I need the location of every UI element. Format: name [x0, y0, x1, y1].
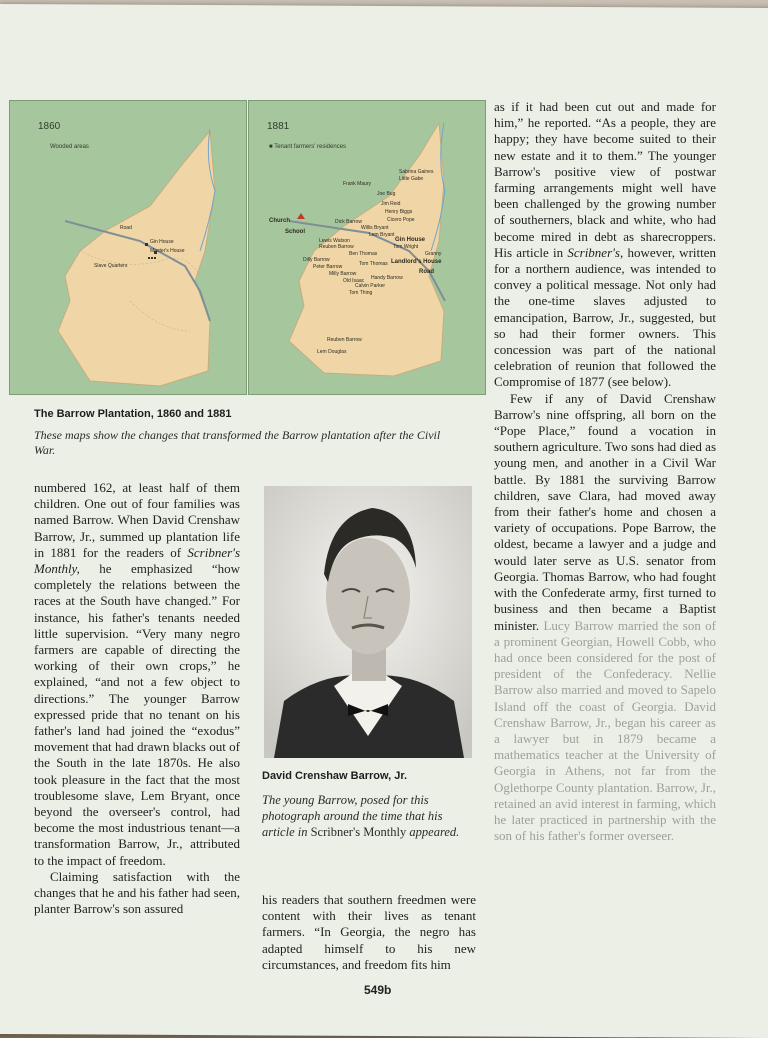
text-run: he emphasized “how completely the relations between the races at the South have changed.” For instance, his father's tenants needed little supervision. “Very many negro farmers are capable of directing the working of their own crops,” he explained, “and not a few object to directions.” The younger Barrow expressed pride that no tenant on his father's land had joined the “exodus” movement that had drawn blacks out of the South in the late 1870s. He also took pleasure in the fact that the most troublesome slave, Lem Bryant, once beyond the overseer's control, had become the most industrious tenant—a transformation Barrow, Jr., attributed to the impact of freedom. — [34, 561, 240, 868]
legend-text: Tenant farmers' residences — [274, 144, 347, 150]
text-column-left — [34, 480, 240, 917]
map-label-resident: Lem Bryant — [369, 232, 395, 238]
map-label-resident: Frank Maury — [343, 181, 372, 187]
text-run-italic: The young Barrow, posed for this photograph around the time that his article in — [262, 793, 443, 839]
text-run: numbered 162, at least half of them children. One out of four families was named Barrow. When David Crenshaw Barrow, Jr., summed up plantation life in 1881 for the readers of — [34, 480, 240, 560]
maps-caption-text: These maps show the changes that transformed the Barrow plantation after the Civil War. — [34, 428, 441, 457]
map-label-school: School — [285, 229, 306, 235]
map-year-label: 1881 — [267, 121, 290, 132]
map-label-church: Church — [269, 218, 290, 224]
text-run: Scribner's Monthly — [310, 825, 407, 839]
photo-caption-text — [262, 792, 472, 840]
paragraph — [34, 480, 240, 869]
map-label-resident: Sabrina Gaines — [399, 169, 434, 175]
map-label-resident: Tom Thing — [349, 290, 373, 296]
page-number: 549b — [364, 983, 392, 997]
map-label-road: Road — [120, 225, 132, 231]
map-1860 — [9, 100, 247, 395]
map-label-resident: Handy Barrow — [371, 275, 403, 281]
map-label-resident: Willis Bryant — [361, 225, 389, 231]
map-legend-tenant-residences: ■ Tenant farmers' residences — [269, 144, 347, 150]
map-label-resident: Henry Biggs — [385, 209, 413, 215]
map-label-resident: Old Isaac — [343, 278, 365, 284]
text-run-italic: appeared. — [406, 825, 460, 839]
paragraph — [494, 391, 716, 845]
map-label-landlords-house: Landlord's House — [391, 259, 442, 265]
map-label-resident: Lewis Watson — [319, 238, 350, 244]
map-label-resident: Milly Barrow — [329, 271, 357, 277]
text-run-faded: Lucy Barrow married the son of a prominent Georgian, Howell Cobb, who had once been considered for the post of president of the Confederacy. Nellie Barrow also married and moved to Sapelo Island off the coast of Georgia. David Crenshaw Barrow, Jr., began his career as a lawyer but in 1879 became a mathematics teacher at the University of Georgia in Athens, not far from the Oglethorpe County plantation. Barrow, Jr., retained an avid interest in farming, which he later practiced in partnership with the son of his father's former overseer. — [494, 617, 716, 844]
portrait-photo — [264, 486, 472, 758]
paragraph — [494, 99, 716, 391]
map-label-resident: Granny — [425, 251, 442, 257]
map-1881 — [248, 100, 486, 395]
map-label-gin-house: Gin House — [150, 239, 174, 245]
map-legend-wooded-areas: Wooded areas — [50, 144, 89, 150]
map-label-resident: Jim Reid — [381, 201, 401, 207]
map-label-resident: Ben Thomas — [349, 251, 378, 257]
map-label-resident: Dick Barrow — [335, 219, 362, 225]
paragraph: Claiming satisfaction with the changes that he and his father had seen, planter Barrow's son assured — [34, 868, 240, 917]
map-year-label: 1860 — [38, 121, 61, 132]
text-run: however, written for a northern audience, was intended to convey a political message. Not only had the one-time slaves adjusted to emancipation, Barrow, Jr., suggested, but so had their former owners. This concession was part of the national celebration of reunion that followed the Compromise of 1877 (see below). — [494, 244, 716, 390]
map-label-masters-house: Master's House — [150, 248, 185, 254]
map-label-resident: Little Gabe — [399, 176, 424, 182]
map-label-resident: Peter Barrow — [313, 264, 343, 270]
text-run-italic: Scribner's, — [567, 244, 624, 260]
map-label-road: Road — [419, 269, 434, 275]
map-1860-drawing — [10, 101, 246, 394]
map-label-resident: Tom Wright — [393, 244, 419, 250]
map-label-resident: Calvin Parker — [355, 283, 386, 289]
map-label-resident: Lem Douglas — [317, 349, 347, 355]
map-label-resident: Cicero Pope — [387, 217, 415, 223]
photo-caption-title: David Crenshaw Barrow, Jr. — [262, 770, 408, 782]
map-label-resident: Reuben Barrow — [319, 244, 354, 250]
text-run: as if it had been cut out and made for him,” he reported. “As a people, they are happy; they have become suited to their new estate and it to them.” The younger Barrow's positive view of postwar farming arrangements might well have been challenged by the growing number of southerners, black and white, who had become mired in debt as sharecroppers. His article in — [494, 99, 716, 260]
map-label-resident: Reuben Barrow — [327, 337, 362, 343]
map-label-resident: Dilly Barrow — [303, 257, 330, 263]
text-run-italic: Scribner's Monthly, — [34, 544, 240, 577]
map-label-slave-quarters: Slave Quarters — [94, 263, 128, 269]
text-run: Few if any of David Crenshaw Barrow's nine offspring, all born on the “Pope Place,” found a vocation in southern agriculture. Two sons had died as young men, and another in a Civil War battle. By 1881 the surviving Barrow children, save Clara, had moved away from their father's home and chosen a variety of occupations. Pope Barrow, the oldest, became a lawyer and a judge and would later serve as U.S. senator from Georgia. Thomas Barrow, who had fought with the Confederate army, first turned to business and then became a Baptist minister. — [494, 390, 716, 633]
map-label-resident: Tom Thomas — [359, 261, 388, 267]
map-label-gin-house: Gin House — [395, 237, 426, 243]
paragraph: his readers that southern freedmen were content with their lives as tenant farmers. “In Georgia, the negro has adapted himself to his new circumstances, and freedom fits him — [262, 892, 476, 972]
portrait-image — [264, 486, 472, 758]
map-label-resident: Joe Bug — [377, 191, 396, 197]
text-column-middle — [262, 892, 476, 973]
maps-caption-title: The Barrow Plantation, 1860 and 1881 — [34, 408, 232, 420]
text-column-right — [494, 99, 716, 844]
